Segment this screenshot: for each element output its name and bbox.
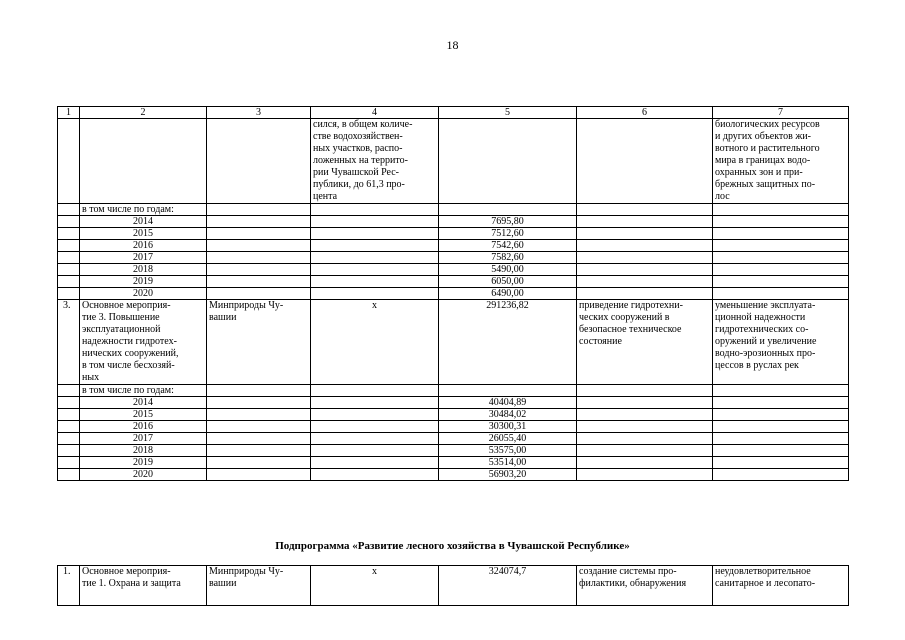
year-row: 2016 7542,60 [58, 240, 849, 252]
total-amount: 291236,82 [439, 300, 577, 385]
header-cell-2: 2 [80, 107, 207, 119]
program-table [57, 106, 849, 481]
consequences-text: биологических ресурсов и других объектов жи- вотного и растительного мира в границах водо- охранных зон и при- брежных защитных по- лос [713, 119, 849, 204]
activity-text: Основное мероприя- тие 3. Повышение эксплуатационной надежности гидротех- нических сооружений, в том числе бесхозяй- ных [80, 300, 207, 385]
executor-text: Минприроды Чу- вашии [207, 566, 311, 606]
by-years-row [58, 385, 849, 397]
table-row [58, 119, 849, 204]
header-cell-6: 6 [577, 107, 713, 119]
subprogram-table [57, 565, 849, 606]
by-years-row [58, 204, 849, 216]
year-row: 2017 26055,40 [58, 433, 849, 445]
executor-text: Минприроды Чу- вашии [207, 300, 311, 385]
header-cell-7: 7 [713, 107, 849, 119]
consequences-text: неудовлетворительное санитарное и лесопато- [713, 566, 849, 606]
year-row: 2020 56903,20 [58, 469, 849, 481]
x-mark: x [311, 300, 439, 385]
year-row: 2014 7695,80 [58, 216, 849, 228]
year-row: 2014 40404,89 [58, 397, 849, 409]
header-cell-5: 5 [439, 107, 577, 119]
year-row: 2015 30484,02 [58, 409, 849, 421]
activity-text: Основное мероприя- тие 1. Охрана и защита [80, 566, 207, 606]
header-cell-3: 3 [207, 107, 311, 119]
year-row: 2018 53575,00 [58, 445, 849, 457]
header-row [58, 107, 849, 119]
year-row: 2017 7582,60 [58, 252, 849, 264]
expected-result-text: приведение гидротехни- ческих сооружений в безопасное техническое состояние [577, 300, 713, 385]
by-years-label: в том числе по годам: [80, 385, 207, 397]
row-number: 1. [58, 566, 80, 606]
table-row [58, 566, 849, 606]
page-number: 18 [446, 38, 459, 52]
consequences-text: уменьшение эксплуата- ционной надежности гидротехнических со- оружений и увеличение водно-эрозионных про- цессов в руслах рек [713, 300, 849, 385]
year-row: 2020 6490,00 [58, 288, 849, 300]
year-row: 2019 6050,00 [58, 276, 849, 288]
year-row: 2015 7512,60 [58, 228, 849, 240]
by-years-label: в том числе по годам: [80, 204, 207, 216]
subprogram-title: Подпрограмма «Развитие лесного хозяйства в Чувашской Республике» [275, 540, 630, 552]
header-cell-1: 1 [58, 107, 80, 119]
x-mark: x [311, 566, 439, 606]
year-row: 2016 30300,31 [58, 421, 849, 433]
header-cell-4: 4 [311, 107, 439, 119]
year-row: 2019 53514,00 [58, 457, 849, 469]
table-row [58, 300, 849, 385]
row-number: 3. [58, 300, 80, 385]
total-amount: 324074,7 [439, 566, 577, 606]
expected-result-text: создание системы про- филактики, обнаружения [577, 566, 713, 606]
indicator-text: сился, в общем количе- стве водохозяйствен- ных участков, распо- ложенных на террито- рии Чувашской Рес- публики, до 61,3 про- цента [311, 119, 439, 204]
year-row: 2018 5490,00 [58, 264, 849, 276]
